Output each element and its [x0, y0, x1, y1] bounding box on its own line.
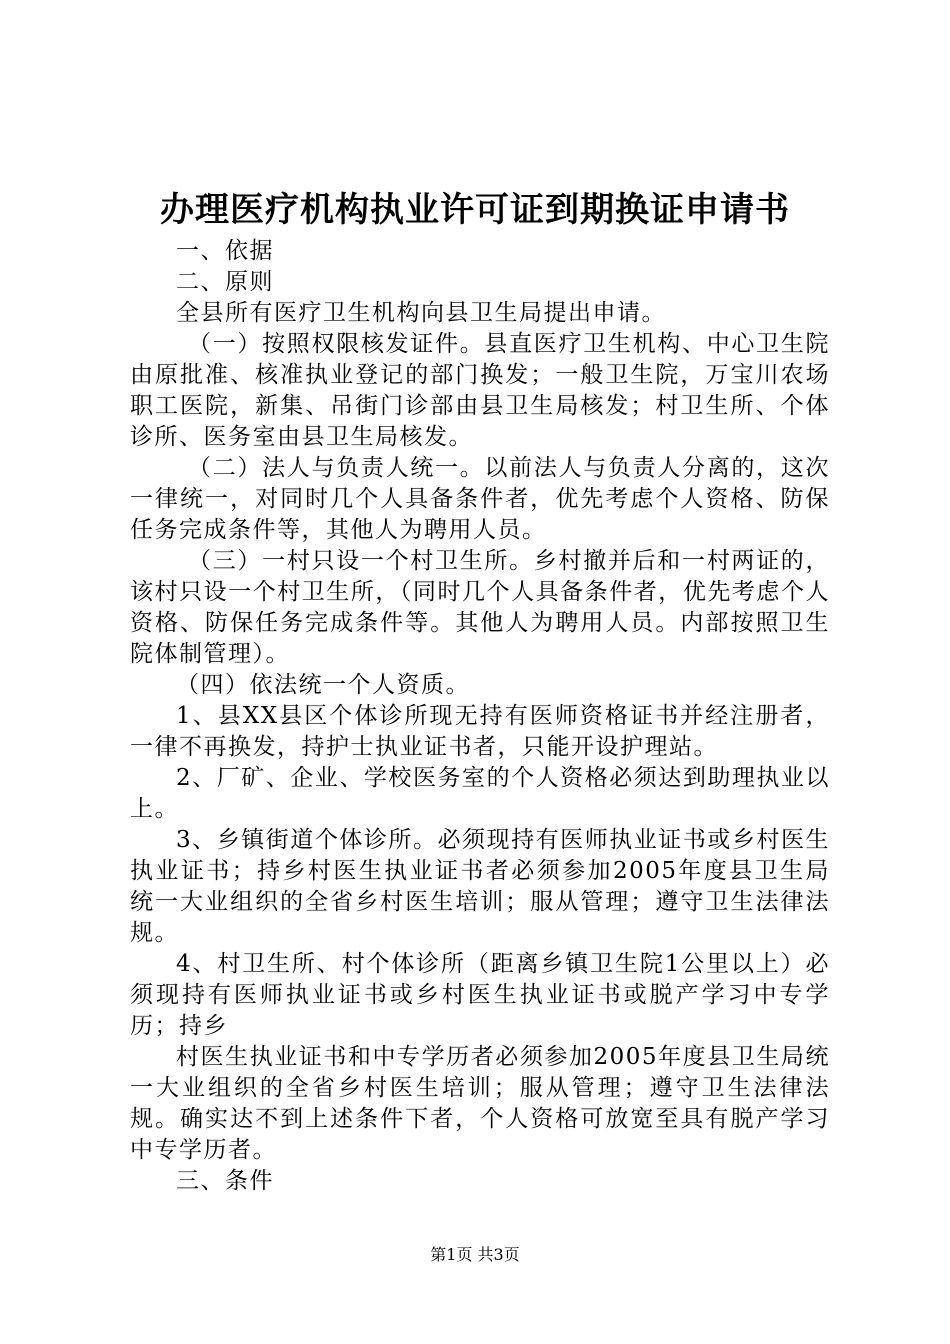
section-heading-principles: 二、原则 — [176, 269, 274, 295]
paragraph: （四）依法统一个人资质。 — [176, 672, 470, 698]
paragraph: （三）一村只设一个村卫生所。乡村撤并后和一村两证的，该村只设一个村卫生所，（同时几个人具备条件者，优先考虑个人资格、防保任务完成条件等。其他人为聘用人员。内部按照卫生院体制管理）。 — [130, 548, 830, 667]
paragraph: 村医生执业证书和中专学历者必须参加2005年度县卫生局统一大业组织的全省乡村医生培训；服从管理；遵守卫生法律法规。确实达不到上述条件下者，个人资格可放宽至具有脱产学习中专学历者。 — [130, 1044, 830, 1163]
document-body — [130, 236, 830, 1197]
list-item: 3、乡镇街道个体诊所。必须现持有医师执业证书或乡村医生执业证书；持乡村医生执业证书者必须参加2005年度县卫生局统一大业组织的全省乡村医生培训；服从管理；遵守卫生法律法规。 — [130, 827, 830, 946]
list-item: 4、村卫生所、村个体诊所（距离乡镇卫生院1公里以上）必须现持有医师执业证书或乡村医生执业证书或脱产学习中专学历；持乡 — [130, 951, 830, 1039]
paragraph: 全县所有医疗卫生机构向县卫生局提出申请。 — [176, 300, 666, 326]
document-title: 办理医疗机构执业许可证到期换证申请书 — [160, 190, 790, 230]
list-item: 1、县XX县区个体诊所现无持有医师资格证书并经注册者，一律不再换发，持护士执业证书者，只能开设护理站。 — [130, 703, 830, 760]
paragraph: （一）按照权限核发证件。县直医疗卫生机构、中心卫生院由原批准、核准执业登记的部门换发；一般卫生院，万宝川农场职工医院，新集、吊街门诊部由县卫生局核发；村卫生所、个体诊所、医务室由县卫生局核发。 — [130, 331, 830, 450]
list-item: 2、厂矿、企业、学校医务室的个人资格必须达到助理执业以上。 — [130, 765, 830, 822]
section-heading-basis: 一、依据 — [176, 238, 274, 264]
page-footer: 第1页 共3页 — [430, 1245, 520, 1264]
section-heading-conditions: 三、条件 — [176, 1168, 274, 1194]
paragraph: （二）法人与负责人统一。以前法人与负责人分离的，这次一律统一，对同时几个人具备条件者，优先考虑个人资格、防保任务完成条件等，其他人为聘用人员。 — [130, 455, 830, 543]
